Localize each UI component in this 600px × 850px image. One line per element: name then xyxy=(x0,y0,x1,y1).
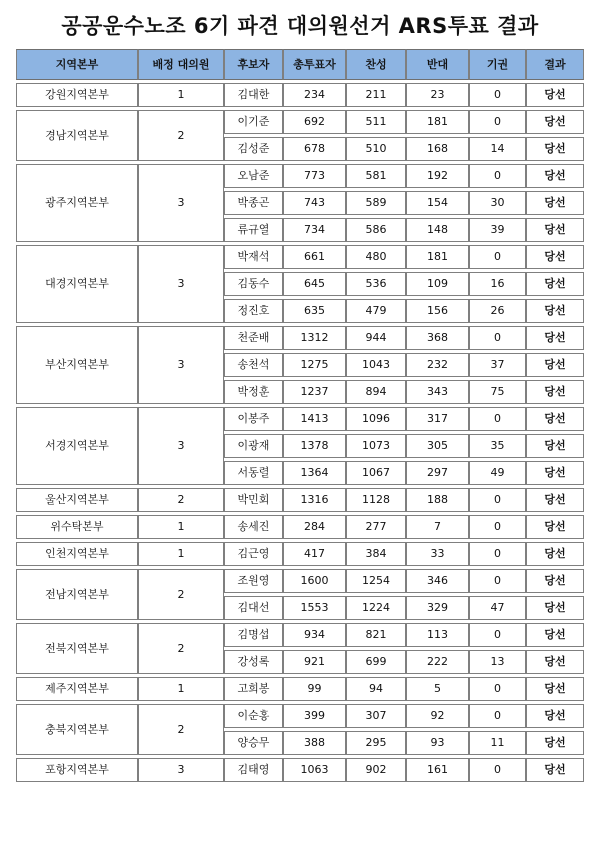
candidate-name-cell: 조원영 xyxy=(224,569,283,593)
candidate-name-cell: 정진호 xyxy=(224,299,283,323)
total-voters-cell: 388 xyxy=(283,731,346,755)
candidate-name-cell: 김대한 xyxy=(224,83,283,107)
candidate-name-cell: 송천석 xyxy=(224,353,283,377)
table-row xyxy=(16,245,584,269)
table-row xyxy=(16,569,584,593)
candidate-name-cell: 박재석 xyxy=(224,245,283,269)
yes-votes-cell: 384 xyxy=(346,542,406,566)
assigned-seats-cell: 2 xyxy=(138,488,224,512)
result-cell: 당선 xyxy=(526,704,584,728)
yes-votes-cell: 480 xyxy=(346,245,406,269)
yes-votes-cell: 944 xyxy=(346,326,406,350)
yes-votes-cell: 511 xyxy=(346,110,406,134)
region-name-cell: 대경지역본부 xyxy=(16,245,138,323)
table-row xyxy=(16,164,584,188)
result-cell: 당선 xyxy=(526,218,584,242)
candidate-name-cell: 이순홍 xyxy=(224,704,283,728)
abstain-votes-cell: 37 xyxy=(469,353,526,377)
result-cell: 당선 xyxy=(526,137,584,161)
total-voters-cell: 234 xyxy=(283,83,346,107)
abstain-votes-cell: 0 xyxy=(469,110,526,134)
no-votes-cell: 343 xyxy=(406,380,469,404)
total-voters-cell: 1553 xyxy=(283,596,346,620)
assigned-seats-cell: 3 xyxy=(138,407,224,485)
candidate-name-cell: 이기준 xyxy=(224,110,283,134)
yes-votes-cell: 1043 xyxy=(346,353,406,377)
region-name-cell: 충북지역본부 xyxy=(16,704,138,755)
abstain-votes-cell: 0 xyxy=(469,569,526,593)
candidate-name-cell: 박종곤 xyxy=(224,191,283,215)
abstain-votes-cell: 49 xyxy=(469,461,526,485)
result-cell: 당선 xyxy=(526,83,584,107)
assigned-seats-cell: 2 xyxy=(138,704,224,755)
abstain-votes-cell: 0 xyxy=(469,407,526,431)
table-row xyxy=(16,758,584,782)
no-votes-cell: 181 xyxy=(406,245,469,269)
candidate-name-cell: 박민회 xyxy=(224,488,283,512)
table-row xyxy=(16,623,584,647)
no-votes-cell: 222 xyxy=(406,650,469,674)
no-votes-cell: 161 xyxy=(406,758,469,782)
candidate-name-cell: 고희봉 xyxy=(224,677,283,701)
results-table xyxy=(16,46,584,785)
yes-votes-cell: 821 xyxy=(346,623,406,647)
total-voters-cell: 1364 xyxy=(283,461,346,485)
yes-votes-cell: 94 xyxy=(346,677,406,701)
yes-votes-cell: 1096 xyxy=(346,407,406,431)
total-voters-cell: 743 xyxy=(283,191,346,215)
no-votes-cell: 297 xyxy=(406,461,469,485)
total-voters-cell: 284 xyxy=(283,515,346,539)
candidate-name-cell: 김동수 xyxy=(224,272,283,296)
result-cell: 당선 xyxy=(526,542,584,566)
candidate-name-cell: 김대선 xyxy=(224,596,283,620)
assigned-seats-cell: 1 xyxy=(138,515,224,539)
total-voters-cell: 692 xyxy=(283,110,346,134)
yes-votes-cell: 1067 xyxy=(346,461,406,485)
yes-votes-cell: 479 xyxy=(346,299,406,323)
column-header-region: 지역본부 xyxy=(16,49,138,80)
assigned-seats-cell: 3 xyxy=(138,164,224,242)
no-votes-cell: 113 xyxy=(406,623,469,647)
region-name-cell: 포항지역본부 xyxy=(16,758,138,782)
assigned-seats-cell: 3 xyxy=(138,758,224,782)
candidate-name-cell: 송세진 xyxy=(224,515,283,539)
result-cell: 당선 xyxy=(526,515,584,539)
no-votes-cell: 192 xyxy=(406,164,469,188)
abstain-votes-cell: 0 xyxy=(469,623,526,647)
total-voters-cell: 678 xyxy=(283,137,346,161)
assigned-seats-cell: 2 xyxy=(138,110,224,161)
total-voters-cell: 1275 xyxy=(283,353,346,377)
result-cell: 당선 xyxy=(526,110,584,134)
total-voters-cell: 1413 xyxy=(283,407,346,431)
result-cell: 당선 xyxy=(526,191,584,215)
region-name-cell: 서경지역본부 xyxy=(16,407,138,485)
no-votes-cell: 317 xyxy=(406,407,469,431)
no-votes-cell: 93 xyxy=(406,731,469,755)
candidate-name-cell: 박정훈 xyxy=(224,380,283,404)
no-votes-cell: 346 xyxy=(406,569,469,593)
total-voters-cell: 661 xyxy=(283,245,346,269)
column-header-abstain: 기권 xyxy=(469,49,526,80)
table-row xyxy=(16,326,584,350)
assigned-seats-cell: 1 xyxy=(138,542,224,566)
result-cell: 당선 xyxy=(526,272,584,296)
results-table-body xyxy=(16,83,584,782)
abstain-votes-cell: 47 xyxy=(469,596,526,620)
column-header-yes: 찬성 xyxy=(346,49,406,80)
result-cell: 당선 xyxy=(526,677,584,701)
result-cell: 당선 xyxy=(526,434,584,458)
candidate-name-cell: 이광재 xyxy=(224,434,283,458)
abstain-votes-cell: 0 xyxy=(469,704,526,728)
abstain-votes-cell: 16 xyxy=(469,272,526,296)
result-cell: 당선 xyxy=(526,596,584,620)
yes-votes-cell: 902 xyxy=(346,758,406,782)
candidate-name-cell: 오남준 xyxy=(224,164,283,188)
abstain-votes-cell: 0 xyxy=(469,677,526,701)
result-cell: 당선 xyxy=(526,731,584,755)
total-voters-cell: 99 xyxy=(283,677,346,701)
total-voters-cell: 417 xyxy=(283,542,346,566)
table-row xyxy=(16,407,584,431)
column-header-candidate: 후보자 xyxy=(224,49,283,80)
abstain-votes-cell: 0 xyxy=(469,326,526,350)
result-cell: 당선 xyxy=(526,380,584,404)
no-votes-cell: 188 xyxy=(406,488,469,512)
abstain-votes-cell: 13 xyxy=(469,650,526,674)
assigned-seats-cell: 1 xyxy=(138,83,224,107)
table-row xyxy=(16,83,584,107)
no-votes-cell: 5 xyxy=(406,677,469,701)
yes-votes-cell: 894 xyxy=(346,380,406,404)
page-title: 공공운수노조 6기 파견 대의원선거 ARS투표 결과 xyxy=(61,14,539,38)
candidate-name-cell: 이봉주 xyxy=(224,407,283,431)
candidate-name-cell: 김명섭 xyxy=(224,623,283,647)
total-voters-cell: 1316 xyxy=(283,488,346,512)
candidate-name-cell: 김근영 xyxy=(224,542,283,566)
abstain-votes-cell: 35 xyxy=(469,434,526,458)
candidate-name-cell: 김태영 xyxy=(224,758,283,782)
no-votes-cell: 168 xyxy=(406,137,469,161)
total-voters-cell: 1063 xyxy=(283,758,346,782)
candidate-name-cell: 천준배 xyxy=(224,326,283,350)
no-votes-cell: 154 xyxy=(406,191,469,215)
abstain-votes-cell: 0 xyxy=(469,245,526,269)
abstain-votes-cell: 0 xyxy=(469,542,526,566)
assigned-seats-cell: 3 xyxy=(138,245,224,323)
abstain-votes-cell: 11 xyxy=(469,731,526,755)
total-voters-cell: 1312 xyxy=(283,326,346,350)
total-voters-cell: 645 xyxy=(283,272,346,296)
total-voters-cell: 635 xyxy=(283,299,346,323)
abstain-votes-cell: 14 xyxy=(469,137,526,161)
result-cell: 당선 xyxy=(526,488,584,512)
no-votes-cell: 232 xyxy=(406,353,469,377)
yes-votes-cell: 699 xyxy=(346,650,406,674)
result-cell: 당선 xyxy=(526,461,584,485)
table-row xyxy=(16,704,584,728)
no-votes-cell: 7 xyxy=(406,515,469,539)
total-voters-cell: 1600 xyxy=(283,569,346,593)
column-header-result: 결과 xyxy=(526,49,584,80)
column-header-no: 반대 xyxy=(406,49,469,80)
table-row xyxy=(16,515,584,539)
table-row xyxy=(16,488,584,512)
assigned-seats-cell: 2 xyxy=(138,569,224,620)
abstain-votes-cell: 0 xyxy=(469,83,526,107)
abstain-votes-cell: 0 xyxy=(469,515,526,539)
assigned-seats-cell: 2 xyxy=(138,623,224,674)
result-cell: 당선 xyxy=(526,353,584,377)
candidate-name-cell: 김성준 xyxy=(224,137,283,161)
no-votes-cell: 368 xyxy=(406,326,469,350)
total-voters-cell: 399 xyxy=(283,704,346,728)
yes-votes-cell: 510 xyxy=(346,137,406,161)
candidate-name-cell: 류규열 xyxy=(224,218,283,242)
yes-votes-cell: 277 xyxy=(346,515,406,539)
region-name-cell: 울산지역본부 xyxy=(16,488,138,512)
region-name-cell: 강원지역본부 xyxy=(16,83,138,107)
yes-votes-cell: 536 xyxy=(346,272,406,296)
table-row xyxy=(16,677,584,701)
result-cell: 당선 xyxy=(526,650,584,674)
column-header-total-voters: 총투표자 xyxy=(283,49,346,80)
region-name-cell: 인천지역본부 xyxy=(16,542,138,566)
no-votes-cell: 33 xyxy=(406,542,469,566)
result-cell: 당선 xyxy=(526,164,584,188)
abstain-votes-cell: 26 xyxy=(469,299,526,323)
region-name-cell: 광주지역본부 xyxy=(16,164,138,242)
assigned-seats-cell: 3 xyxy=(138,326,224,404)
abstain-votes-cell: 39 xyxy=(469,218,526,242)
yes-votes-cell: 1128 xyxy=(346,488,406,512)
region-name-cell: 부산지역본부 xyxy=(16,326,138,404)
column-header-seats: 배정 대의원 xyxy=(138,49,224,80)
candidate-name-cell: 서동렬 xyxy=(224,461,283,485)
total-voters-cell: 1378 xyxy=(283,434,346,458)
total-voters-cell: 1237 xyxy=(283,380,346,404)
table-header-row xyxy=(16,49,584,80)
table-row xyxy=(16,110,584,134)
result-cell: 당선 xyxy=(526,407,584,431)
yes-votes-cell: 307 xyxy=(346,704,406,728)
abstain-votes-cell: 0 xyxy=(469,164,526,188)
no-votes-cell: 156 xyxy=(406,299,469,323)
no-votes-cell: 148 xyxy=(406,218,469,242)
yes-votes-cell: 1073 xyxy=(346,434,406,458)
no-votes-cell: 109 xyxy=(406,272,469,296)
yes-votes-cell: 586 xyxy=(346,218,406,242)
no-votes-cell: 92 xyxy=(406,704,469,728)
result-cell: 당선 xyxy=(526,245,584,269)
total-voters-cell: 934 xyxy=(283,623,346,647)
abstain-votes-cell: 30 xyxy=(469,191,526,215)
candidate-name-cell: 강성록 xyxy=(224,650,283,674)
table-row xyxy=(16,542,584,566)
total-voters-cell: 921 xyxy=(283,650,346,674)
yes-votes-cell: 211 xyxy=(346,83,406,107)
yes-votes-cell: 581 xyxy=(346,164,406,188)
abstain-votes-cell: 75 xyxy=(469,380,526,404)
total-voters-cell: 734 xyxy=(283,218,346,242)
result-cell: 당선 xyxy=(526,326,584,350)
region-name-cell: 위수탁본부 xyxy=(16,515,138,539)
result-cell: 당선 xyxy=(526,569,584,593)
assigned-seats-cell: 1 xyxy=(138,677,224,701)
region-name-cell: 제주지역본부 xyxy=(16,677,138,701)
no-votes-cell: 23 xyxy=(406,83,469,107)
yes-votes-cell: 295 xyxy=(346,731,406,755)
total-voters-cell: 773 xyxy=(283,164,346,188)
result-cell: 당선 xyxy=(526,299,584,323)
no-votes-cell: 181 xyxy=(406,110,469,134)
yes-votes-cell: 589 xyxy=(346,191,406,215)
yes-votes-cell: 1254 xyxy=(346,569,406,593)
yes-votes-cell: 1224 xyxy=(346,596,406,620)
region-name-cell: 경남지역본부 xyxy=(16,110,138,161)
region-name-cell: 전남지역본부 xyxy=(16,569,138,620)
candidate-name-cell: 양승무 xyxy=(224,731,283,755)
abstain-votes-cell: 0 xyxy=(469,758,526,782)
result-cell: 당선 xyxy=(526,758,584,782)
result-cell: 당선 xyxy=(526,623,584,647)
no-votes-cell: 329 xyxy=(406,596,469,620)
region-name-cell: 전북지역본부 xyxy=(16,623,138,674)
no-votes-cell: 305 xyxy=(406,434,469,458)
abstain-votes-cell: 0 xyxy=(469,488,526,512)
